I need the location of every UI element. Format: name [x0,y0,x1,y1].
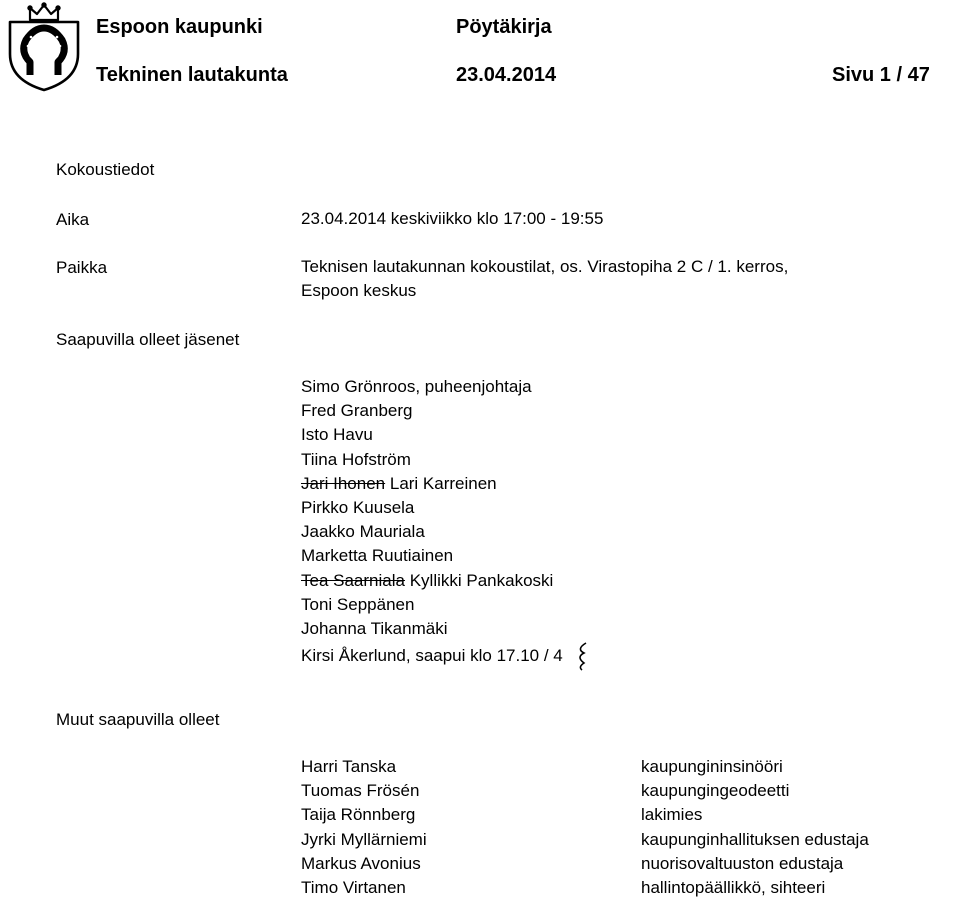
other-person-role: nuorisovaltuuston edustaja [641,853,844,873]
page-number: Sivu 1 / 47 [832,64,930,86]
place-line-2: Espoon keskus [301,281,417,300]
member-name: Isto Havu [301,425,373,445]
member-name: Johanna Tikanmäki [301,619,448,639]
other-person-name: Markus Avonius [301,853,421,873]
members-label: Saapuvilla olleet jäsenet [56,330,240,349]
other-person-role: lakimies [641,805,703,825]
struck-member-name: Jari Ihonen [301,473,386,493]
others-roles-list [641,755,869,900]
other-person-role: kaupunginhallituksen edustaja [641,829,869,849]
member-item [301,375,590,399]
place-line-1: Teknisen lautakunnan kokoustilat, os. Virastopiha 2 C / 1. kerros, [301,257,789,276]
member-name: Pirkko Kuusela [301,498,415,518]
member-item [301,423,590,447]
member-item [301,472,590,496]
member-name: Tiina Hofström [301,449,411,469]
document-type: Pöytäkirja [456,16,552,38]
members-list [301,375,590,671]
other-person-name: Jyrki Myllärniemi [301,829,427,849]
member-item [301,617,590,641]
member-item [301,544,590,568]
committee-name: Tekninen lautakunta [96,64,288,86]
member-name: Fred Granberg [301,401,413,421]
member-name: Jaakko Mauriala [301,522,425,542]
organization-name: Espoon kaupunki [96,16,263,38]
meeting-date: 23.04.2014 [456,64,557,86]
espoo-coat-of-arms-logo [4,2,84,92]
member-name: Simo Grönroos, puheenjohtaja [301,377,532,396]
other-person-role: kaupungingeodeetti [641,781,790,801]
member-name: Kyllikki Pankakoski [409,570,554,590]
member-name: Marketta Ruutiainen [301,546,454,566]
other-person-role: kaupungininsinööri [641,757,783,776]
signature-scribble-icon [572,641,590,671]
member-item [301,496,590,520]
member-item [301,593,590,617]
others-label: Muut saapuvilla olleet [56,710,220,729]
member-item [301,520,590,544]
member-item [301,399,590,423]
other-person-role: hallintopäällikkö, sihteeri [641,878,826,898]
other-person-name: Taija Rönnberg [301,805,416,825]
member-name: Toni Seppänen [301,594,415,614]
others-names-list [301,755,427,900]
member-item [301,641,590,671]
member-item [301,448,590,472]
other-person-name: Harri Tanska [301,757,397,776]
member-item [301,569,590,593]
struck-member-name: Tea Saarniala [301,570,405,590]
other-person-name: Timo Virtanen [301,878,406,898]
other-person-name: Tuomas Frösén [301,781,420,801]
member-name: Lari Karreinen [389,473,497,493]
member-name: Kirsi Åkerlund, saapui klo 17.10 / 4 [301,646,563,666]
time-label: Aika [56,210,90,229]
place-label: Paikka [56,258,108,277]
section-title: Kokoustiedot [56,160,155,179]
time-value: 23.04.2014 keskiviikko klo 17:00 - 19:55 [301,209,604,228]
